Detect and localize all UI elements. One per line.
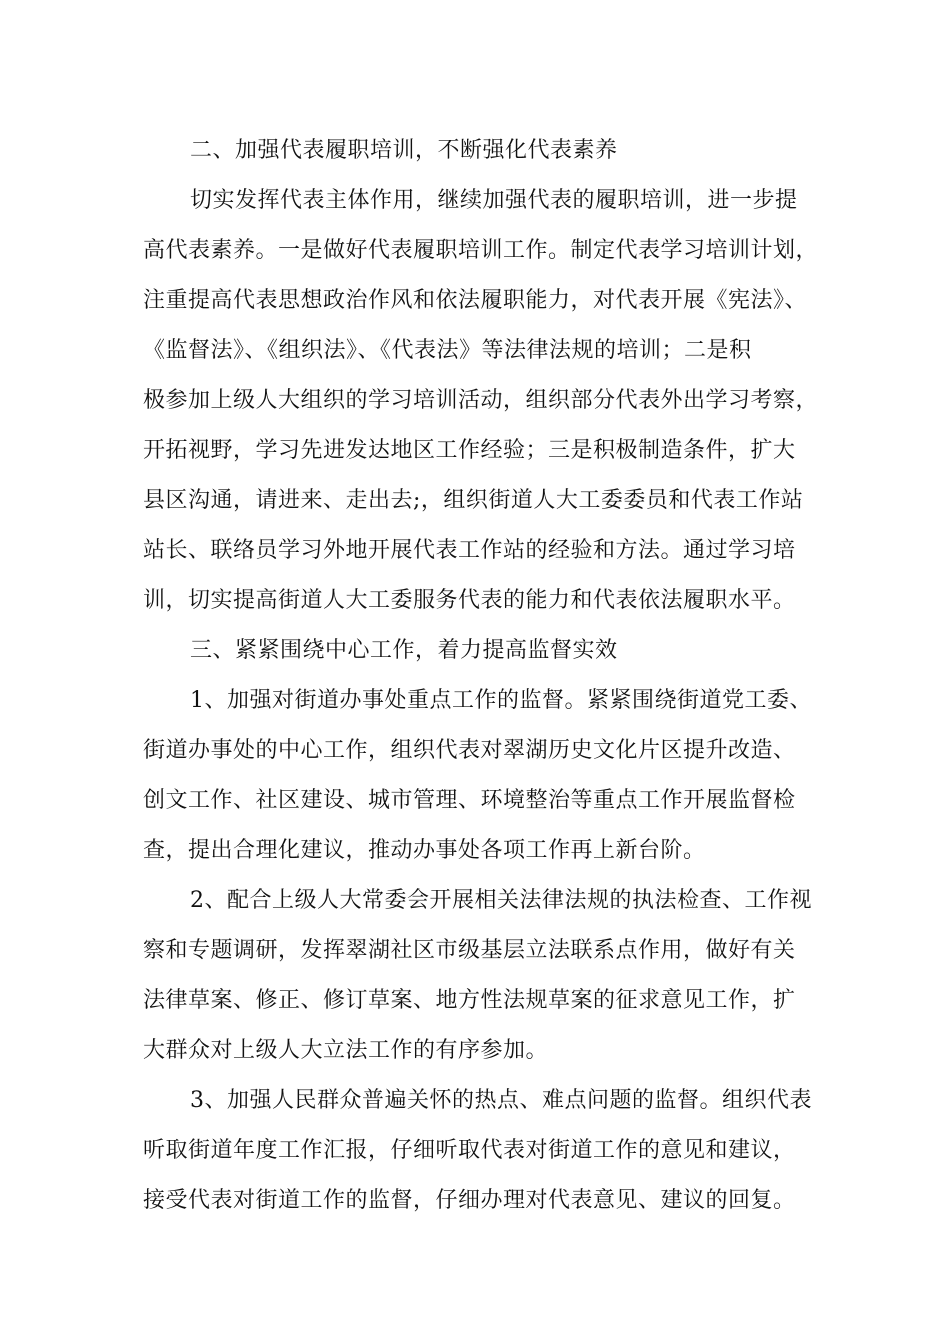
paragraph-line: 法律草案、修正、修订草案、地方性法规草案的征求意见工作，扩 bbox=[143, 988, 796, 1013]
heading-section-2: 二、加强代表履职培训，不断强化代表素养 bbox=[190, 138, 618, 163]
paragraph-line: 极参加上级人大组织的学习培训活动，组织部分代表外出学习考察， bbox=[143, 388, 819, 413]
paragraph-line: 《监督法》、《组织法》、《代表法》等法律法规的培训；二是积 bbox=[143, 338, 752, 363]
paragraph-line: 查，提出合理化建议，推动办事处各项工作再上新台阶。 bbox=[143, 838, 706, 863]
paragraph-line: 1、加强对街道办事处重点工作的监督。紧紧围绕街道党工委、 bbox=[190, 688, 812, 713]
paragraph-line: 创文工作、社区建设、城市管理、环境整治等重点工作开展监督检 bbox=[143, 788, 796, 813]
heading-section-3: 三、紧紧围绕中心工作，着力提高监督实效 bbox=[190, 638, 618, 663]
paragraph-line: 接受代表对街道工作的监督，仔细办理对代表意见、建议的回复。 bbox=[143, 1188, 796, 1213]
paragraph-line: 开拓视野，学习先进发达地区工作经验；三是积极制造条件，扩大 bbox=[143, 438, 796, 463]
paragraph-line: 听取街道年度工作汇报，仔细听取代表对街道工作的意见和建议， bbox=[143, 1138, 796, 1163]
paragraph-line: 2、配合上级人大常委会开展相关法律法规的执法检查、工作视 bbox=[190, 888, 812, 913]
paragraph-line: 察和专题调研，发挥翠湖社区市级基层立法联系点作用，做好有关 bbox=[143, 938, 796, 963]
paragraph-line: 切实发挥代表主体作用，继续加强代表的履职培训，进一步提 bbox=[190, 188, 798, 213]
paragraph-line: 高代表素养。一是做好代表履职培训工作。制定代表学习培训计划， bbox=[143, 238, 819, 263]
paragraph-line: 站长、联络员学习外地开展代表工作站的经验和方法。通过学习培 bbox=[143, 538, 796, 563]
paragraph-line: 县区沟通，请进来、走出去;，组织街道人大工委委员和代表工作站 bbox=[143, 488, 804, 513]
paragraph-line: 街道办事处的中心工作，组织代表对翠湖历史文化片区提升改造、 bbox=[143, 738, 796, 763]
paragraph-line: 3、加强人民群众普遍关怀的热点、难点问题的监督。组织代表 bbox=[190, 1088, 812, 1113]
paragraph-line: 训，切实提高街道人大工委服务代表的能力和代表依法履职水平。 bbox=[143, 588, 796, 613]
paragraph-line: 注重提高代表思想政治作风和依法履职能力，对代表开展《宪法》、 bbox=[143, 288, 808, 313]
paragraph-line: 大群众对上级人大立法工作的有序参加。 bbox=[143, 1038, 549, 1063]
